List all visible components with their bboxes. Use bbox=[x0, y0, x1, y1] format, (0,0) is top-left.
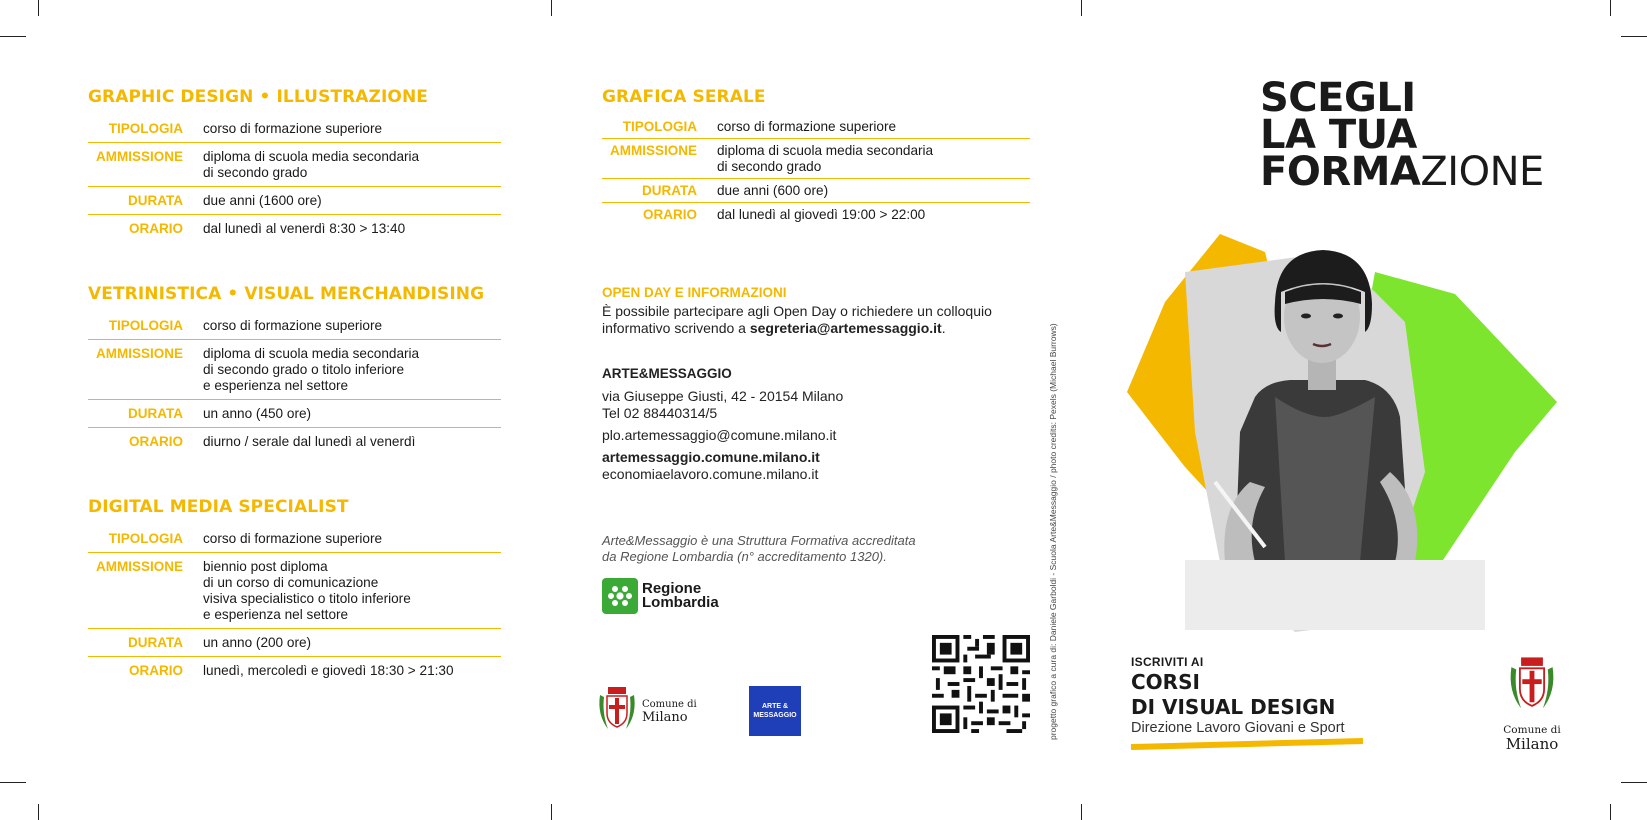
course-info-table bbox=[88, 525, 501, 684]
accreditation-line-1: Arte&Messaggio è una Struttura Formativa accreditata bbox=[602, 533, 916, 548]
table-row bbox=[602, 115, 1030, 139]
row-value: due anni (1600 ore) bbox=[203, 187, 501, 215]
row-value: due anni (600 ore) bbox=[717, 179, 1030, 203]
qr-code-icon bbox=[932, 635, 1030, 733]
section-title: GRAFICA SERALE bbox=[602, 87, 766, 107]
table-row bbox=[88, 143, 501, 187]
crop-mark bbox=[1621, 36, 1647, 37]
arte-messaggio-logo bbox=[749, 686, 801, 736]
email-link[interactable]: segreteria@artemessaggio.it bbox=[749, 320, 942, 336]
cover-cta bbox=[1131, 655, 1345, 736]
cover-headline bbox=[1260, 75, 1544, 195]
row-key: ORARIO bbox=[129, 434, 183, 449]
cta-big-1: CORSI bbox=[1131, 670, 1200, 694]
row-value: diploma di scuola media secondaria di secondo grado bbox=[203, 143, 501, 187]
crop-mark bbox=[0, 36, 26, 37]
course-vetrinistica bbox=[88, 284, 501, 455]
contact-name: ARTE&MESSAGGIO bbox=[602, 366, 732, 381]
table-row bbox=[88, 312, 501, 340]
row-value: corso di formazione superiore bbox=[717, 115, 1030, 139]
crop-mark bbox=[1610, 0, 1611, 16]
contact-site-2[interactable]: economiaelavoro.comune.milano.it bbox=[602, 466, 819, 482]
open-day-info bbox=[602, 284, 1042, 337]
course-info-table bbox=[88, 312, 501, 455]
table-row bbox=[602, 139, 1030, 179]
comune-milano-logo-small bbox=[594, 685, 697, 737]
crop-mark bbox=[38, 804, 39, 820]
open-day-text-2: informativo scrivendo a bbox=[602, 320, 750, 336]
comune-crest-icon bbox=[594, 685, 640, 737]
comune-cover-line-2: Milano bbox=[1505, 735, 1559, 753]
row-key: TIPOLOGIA bbox=[88, 525, 203, 553]
photo-credits: progetto grafico a cura di: Daniele Garboldi - Scuola Arte&Messaggio / photo credits: Pexels (Michael Burrows) bbox=[1048, 323, 1058, 740]
section-title: DIGITAL MEDIA SPECIALIST bbox=[88, 497, 349, 517]
contact-phone: Tel 02 88440314/5 bbox=[602, 405, 718, 421]
row-key: TIPOLOGIA bbox=[88, 115, 203, 143]
contact-address: via Giuseppe Giusti, 42 - 20154 Milano bbox=[602, 388, 844, 404]
row-key: TIPOLOGIA bbox=[88, 312, 203, 340]
accreditation-note bbox=[602, 533, 916, 565]
table-row bbox=[602, 179, 1030, 203]
row-value: diploma di scuola media secondaria di secondo grado bbox=[717, 139, 1030, 179]
row-key: ORARIO bbox=[643, 207, 697, 222]
row-key: DURATA bbox=[602, 179, 717, 203]
headline-light: ZIONE bbox=[1420, 149, 1544, 195]
crop-mark bbox=[1081, 0, 1082, 16]
row-key: AMMISSIONE bbox=[602, 139, 717, 179]
section-title: VETRINISTICA • VISUAL MERCHANDISING bbox=[88, 284, 485, 304]
row-key: ORARIO bbox=[129, 663, 183, 678]
row-value: lunedì, mercoledì e giovedì 18:30 > 21:30 bbox=[203, 663, 454, 678]
table-row bbox=[88, 657, 501, 685]
course-info-table bbox=[88, 115, 501, 242]
row-value: un anno (450 ore) bbox=[203, 400, 501, 428]
table-row bbox=[88, 340, 501, 400]
table-row bbox=[88, 428, 501, 456]
row-key: DURATA bbox=[88, 629, 203, 657]
row-value: dal lunedì al giovedì 19:00 > 22:00 bbox=[717, 207, 926, 222]
headline-line-1: SCEGLI bbox=[1260, 75, 1416, 121]
cta-pre: ISCRIVITI AI bbox=[1131, 655, 1204, 669]
comune-small-line-2: Milano bbox=[642, 710, 688, 725]
crop-mark bbox=[551, 0, 552, 16]
accreditation-line-2: da Regione Lombardia (n° accreditamento 1320). bbox=[602, 549, 887, 564]
yellow-underline bbox=[1131, 738, 1363, 750]
regione-lombardia-logo bbox=[602, 578, 719, 614]
regione-line-1: Regione bbox=[642, 580, 702, 597]
crop-mark bbox=[1081, 804, 1082, 820]
contact-site-1[interactable]: artemessaggio.comune.milano.it bbox=[602, 449, 820, 465]
course-grafica-serale bbox=[602, 87, 1030, 226]
row-value: corso di formazione superiore bbox=[203, 312, 501, 340]
crop-mark bbox=[551, 804, 552, 820]
comune-crest-icon bbox=[1502, 655, 1562, 718]
table-row bbox=[88, 187, 501, 215]
crop-mark bbox=[38, 0, 39, 16]
regione-rosa-camuna-icon bbox=[602, 578, 638, 614]
open-day-text-end: . bbox=[941, 320, 946, 336]
row-key: DURATA bbox=[88, 400, 203, 428]
section-title: GRAPHIC DESIGN • ILLUSTRAZIONE bbox=[88, 87, 429, 107]
headline-line-2: LA TUA bbox=[1260, 112, 1417, 158]
regione-line-2: Lombardia bbox=[642, 594, 719, 611]
cta-big-2: DI VISUAL DESIGN bbox=[1131, 695, 1336, 719]
open-day-title: OPEN DAY E INFORMAZIONI bbox=[602, 285, 787, 300]
table-row bbox=[88, 115, 501, 143]
row-key: AMMISSIONE bbox=[88, 553, 203, 629]
row-key: TIPOLOGIA bbox=[602, 115, 717, 139]
row-value: corso di formazione superiore bbox=[203, 525, 501, 553]
table-row bbox=[88, 400, 501, 428]
row-value: diploma di scuola media secondaria di secondo grado o titolo inferiore e esperienza nel settore bbox=[203, 340, 501, 400]
cover-illustration bbox=[1125, 232, 1565, 657]
cta-sub: Direzione Lavoro Giovani e Sport bbox=[1131, 720, 1345, 736]
row-value: corso di formazione superiore bbox=[203, 115, 501, 143]
table-row bbox=[88, 525, 501, 553]
open-day-text-line bbox=[602, 320, 1042, 337]
crop-mark bbox=[1610, 804, 1611, 820]
row-key: ORARIO bbox=[129, 221, 183, 236]
headline-line-3 bbox=[1260, 149, 1544, 195]
row-value: diurno / serale dal lunedì al venerdì bbox=[203, 434, 416, 449]
table-row bbox=[602, 203, 1030, 227]
row-value: dal lunedì al venerdì 8:30 > 13:40 bbox=[203, 221, 406, 236]
row-key: AMMISSIONE bbox=[88, 340, 203, 400]
row-key: DURATA bbox=[88, 187, 203, 215]
course-info-table bbox=[602, 115, 1030, 226]
course-digital-media bbox=[88, 497, 501, 684]
table-row bbox=[88, 629, 501, 657]
contact-block bbox=[602, 365, 843, 483]
table-row bbox=[88, 215, 501, 243]
course-graphic-design bbox=[88, 87, 501, 242]
comune-small-line-1: Comune di bbox=[642, 699, 697, 710]
table-row bbox=[88, 553, 501, 629]
comune-cover-line-1: Comune di bbox=[1503, 724, 1561, 736]
row-value: un anno (200 ore) bbox=[203, 629, 501, 657]
comune-milano-logo-cover bbox=[1497, 655, 1567, 751]
crop-mark bbox=[0, 782, 26, 783]
arte-logo-text: ARTE & MESSAGGIO bbox=[753, 703, 797, 719]
row-key: AMMISSIONE bbox=[88, 143, 203, 187]
row-value: biennio post diploma di un corso di comunicazione visiva specialistico o titolo inferiore e esperienza nel settore bbox=[203, 553, 501, 629]
contact-pec[interactable]: plo.artemessaggio@comune.milano.it bbox=[602, 427, 837, 443]
open-day-text: È possibile partecipare agli Open Day o richiedere un colloquio bbox=[602, 303, 992, 319]
crop-mark bbox=[1621, 782, 1647, 783]
headline-bold: FORMA bbox=[1260, 149, 1421, 195]
